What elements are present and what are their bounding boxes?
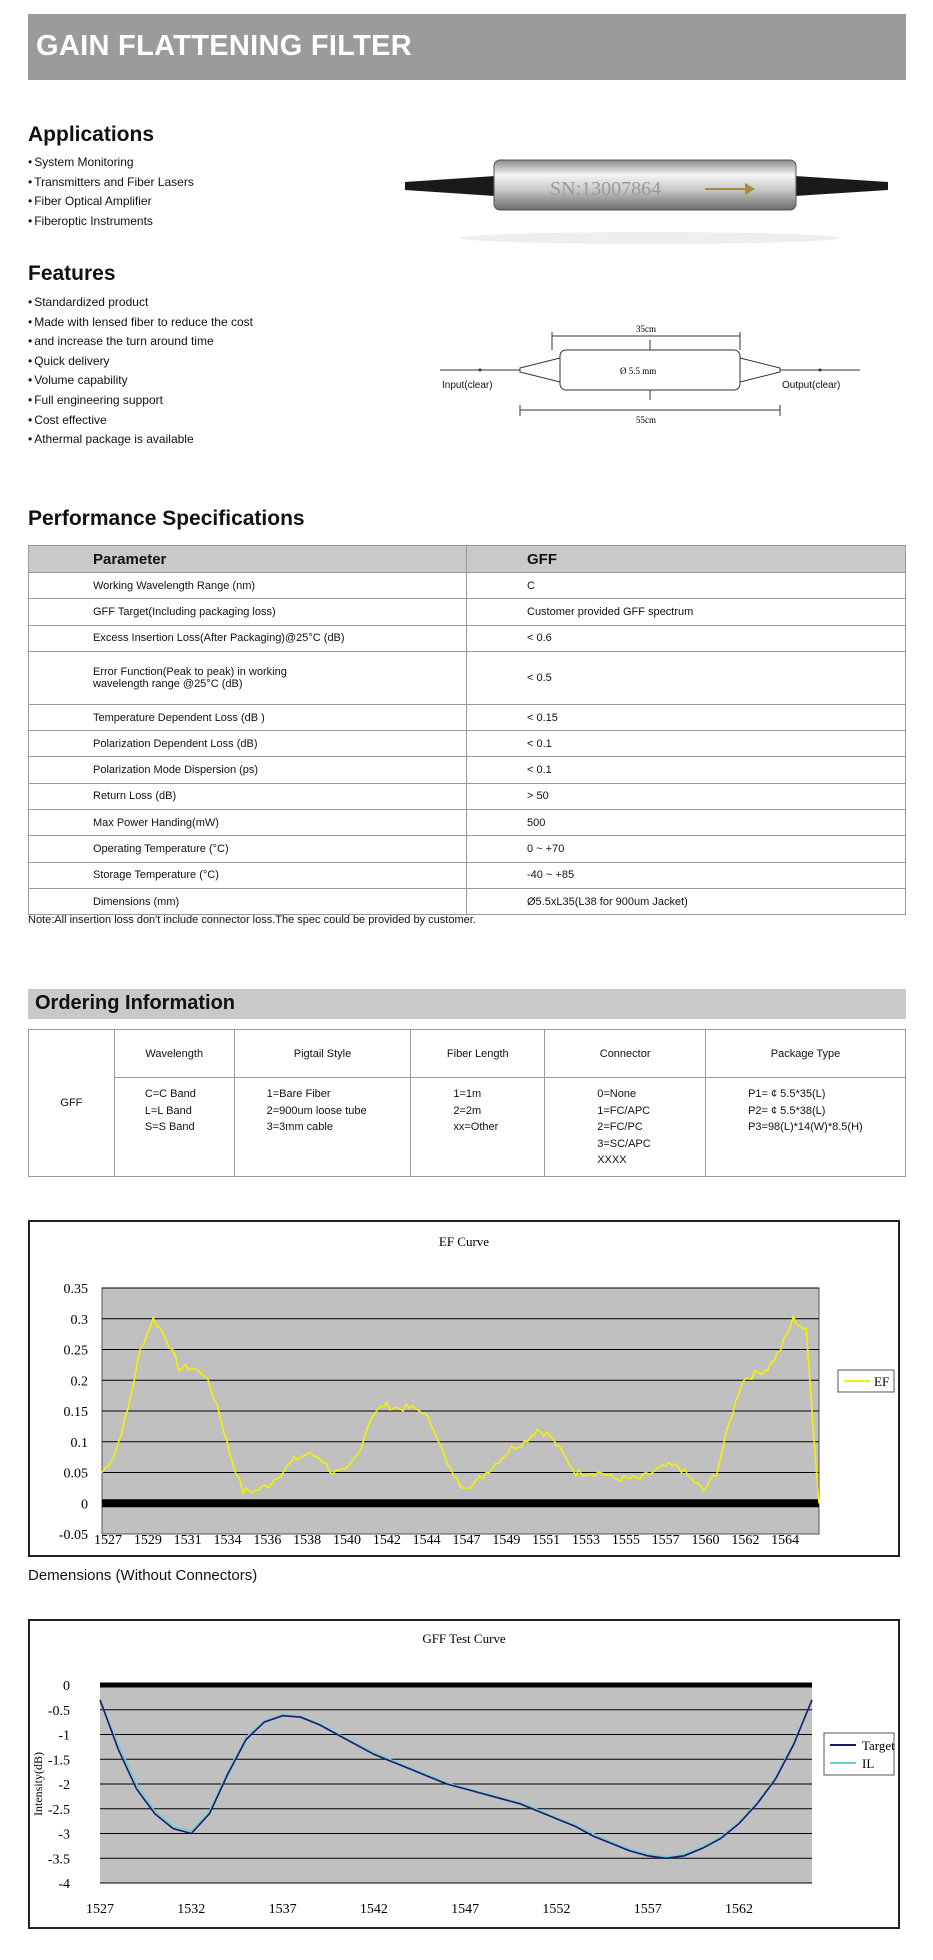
feature-item: • Athermal package is available bbox=[28, 430, 253, 450]
spec-parameter: Max Power Handing(mW) bbox=[29, 810, 467, 836]
spec-parameter: Return Loss (dB) bbox=[29, 783, 467, 809]
y-tick-label: -3.5 bbox=[47, 1852, 70, 1868]
dim-diameter-label: Ø 5.5 mm bbox=[620, 366, 657, 376]
performance-table bbox=[28, 545, 906, 915]
spec-parameter: Excess Insertion Loss(After Packaging)@25°C (dB) bbox=[29, 625, 467, 651]
x-tick-label: 1536 bbox=[253, 1533, 282, 1548]
applications-list bbox=[28, 153, 194, 231]
ordering-header: Connector bbox=[545, 1030, 706, 1078]
spec-value: < 0.1 bbox=[467, 731, 906, 757]
x-tick-label: 1562 bbox=[724, 1902, 753, 1917]
x-tick-label: 1555 bbox=[611, 1533, 640, 1548]
x-tick-label: 1540 bbox=[333, 1533, 361, 1548]
y-axis-label: Intensity(dB) bbox=[31, 1752, 45, 1816]
feature-item: • Full engineering support bbox=[28, 391, 253, 411]
y-tick-label: -4 bbox=[58, 1877, 70, 1892]
spec-value: < 0.5 bbox=[467, 651, 906, 704]
spec-value: C bbox=[467, 573, 906, 599]
spec-row bbox=[29, 810, 906, 836]
ef-curve-svg bbox=[30, 1222, 898, 1555]
ordering-options: 1=1m 2=2m xx=Other bbox=[411, 1078, 545, 1177]
x-tick-label: 1537 bbox=[268, 1902, 297, 1917]
x-tick-label: 1538 bbox=[293, 1533, 322, 1548]
spec-row bbox=[29, 625, 906, 651]
x-tick-label: 1547 bbox=[452, 1533, 481, 1548]
spec-parameter: Dimensions (mm) bbox=[29, 888, 467, 914]
y-tick-label: -1 bbox=[58, 1728, 70, 1744]
x-tick-label: 1549 bbox=[492, 1533, 521, 1548]
dim-output-label: Output(clear) bbox=[782, 380, 841, 391]
performance-note: Note:All insertion loss don't include connector loss.The spec could be provided by customer. bbox=[28, 914, 476, 926]
x-tick-label: 1534 bbox=[213, 1533, 242, 1548]
spec-row bbox=[29, 862, 906, 888]
spec-value: Ø5.5xL35(L38 for 900um Jacket) bbox=[467, 888, 906, 914]
feature-item: • Cost effective bbox=[28, 411, 253, 431]
spec-parameter: Temperature Dependent Loss (dB ) bbox=[29, 704, 467, 730]
y-tick-label: 0.25 bbox=[63, 1343, 88, 1359]
spec-value: < 0.15 bbox=[467, 704, 906, 730]
x-tick-label: 1552 bbox=[542, 1902, 571, 1917]
x-tick-label: 1564 bbox=[771, 1533, 800, 1548]
spec-parameter: Polarization Mode Dispersion (ps) bbox=[29, 757, 467, 783]
ordering-options: C=C Band L=L Band S=S Band bbox=[114, 1078, 234, 1177]
spec-row bbox=[29, 651, 906, 704]
spec-value: 500 bbox=[467, 810, 906, 836]
x-tick-label: 1542 bbox=[359, 1902, 388, 1917]
ordering-header: Fiber Length bbox=[411, 1030, 545, 1078]
y-tick-label: 0.15 bbox=[63, 1405, 88, 1420]
ef-curve-chart bbox=[28, 1220, 900, 1557]
ordering-header-bar bbox=[28, 989, 906, 1019]
y-tick-label: 0.3 bbox=[70, 1312, 88, 1328]
dim-bottom-label: 55cm bbox=[636, 415, 656, 425]
legend-label: EF bbox=[874, 1374, 890, 1389]
ordering-header: Wavelength bbox=[114, 1030, 234, 1078]
spec-value: 0 ~ +70 bbox=[467, 836, 906, 862]
y-tick-label: -2 bbox=[58, 1778, 70, 1793]
x-tick-label: 1527 bbox=[94, 1533, 122, 1548]
spec-parameter: GFF Target(Including packaging loss) bbox=[29, 599, 467, 625]
spec-row bbox=[29, 599, 906, 625]
x-tick-label: 1551 bbox=[532, 1533, 561, 1548]
product-image bbox=[400, 150, 900, 250]
spec-value: < 0.6 bbox=[467, 625, 906, 651]
ordering-options: P1= ¢ 5.5*35(L) P2= ¢ 5.5*38(L) P3=98(L)*14(W)*8.5(H) bbox=[706, 1078, 906, 1177]
ordering-options: 0=None 1=FC/APC 2=FC/PC 3=SC/APC XXXX bbox=[545, 1078, 706, 1177]
product-serial: SN:13007864 bbox=[550, 178, 662, 200]
spec-parameter: Working Wavelength Range (nm) bbox=[29, 573, 467, 599]
spec-value: > 50 bbox=[467, 783, 906, 809]
spec-row bbox=[29, 731, 906, 757]
x-tick-label: 1529 bbox=[133, 1533, 162, 1548]
col-gff: GFF bbox=[467, 546, 906, 573]
spec-row bbox=[29, 704, 906, 730]
features-list bbox=[28, 293, 253, 450]
ordering-table bbox=[28, 1029, 906, 1177]
spec-row bbox=[29, 836, 906, 862]
y-tick-label: -0.5 bbox=[47, 1703, 70, 1719]
legend-label: Target bbox=[862, 1738, 895, 1753]
application-item: • Fiberoptic Instruments bbox=[28, 212, 194, 232]
y-tick-label: -0.05 bbox=[58, 1528, 88, 1543]
dim-input-label: Input(clear) bbox=[442, 380, 493, 391]
y-tick-label: 0.2 bbox=[70, 1374, 88, 1390]
spec-row bbox=[29, 783, 906, 809]
gff-test-svg bbox=[30, 1621, 898, 1927]
spec-value: -40 ~ +85 bbox=[467, 862, 906, 888]
x-tick-label: 1557 bbox=[633, 1902, 662, 1917]
application-item: • Fiber Optical Amplifier bbox=[28, 192, 194, 212]
gff-test-chart bbox=[28, 1619, 900, 1929]
ordering-header: Package Type bbox=[706, 1030, 906, 1078]
feature-item: • Volume capability bbox=[28, 371, 253, 391]
zero-band bbox=[102, 1499, 819, 1507]
y-tick-label: 0.05 bbox=[63, 1466, 88, 1482]
performance-heading: Performance Specifications bbox=[28, 507, 305, 530]
spec-row bbox=[29, 573, 906, 599]
feature-item: • Made with lensed fiber to reduce the cost bbox=[28, 313, 253, 333]
application-item: • System Monitoring bbox=[28, 153, 194, 173]
ordering-header: Pigtail Style bbox=[234, 1030, 411, 1078]
spec-parameter: Storage Temperature (°C) bbox=[29, 862, 467, 888]
spec-parameter: Operating Temperature (°C) bbox=[29, 836, 467, 862]
x-tick-label: 1527 bbox=[86, 1902, 114, 1917]
feature-item: • Quick delivery bbox=[28, 352, 253, 372]
x-tick-label: 1542 bbox=[372, 1533, 401, 1548]
legend-label: IL bbox=[862, 1756, 875, 1771]
page-title: GAIN FLATTENING FILTER bbox=[36, 30, 413, 62]
y-tick-label: -1.5 bbox=[47, 1753, 70, 1769]
spec-value: < 0.1 bbox=[467, 757, 906, 783]
y-tick-label: -3 bbox=[58, 1827, 70, 1843]
x-tick-label: 1560 bbox=[691, 1533, 720, 1548]
spec-value: Customer provided GFF spectrum bbox=[467, 599, 906, 625]
x-tick-label: 1557 bbox=[651, 1533, 680, 1548]
y-tick-label: 0 bbox=[63, 1679, 70, 1694]
spec-parameter: Error Function(Peak to peak) in working wavelength range @25°C (dB) bbox=[29, 651, 467, 704]
ordering-options: 1=Bare Fiber 2=900um loose tube 3=3mm cable bbox=[234, 1078, 411, 1177]
x-tick-label: 1547 bbox=[451, 1902, 480, 1917]
x-tick-label: 1532 bbox=[177, 1902, 206, 1917]
spec-parameter: Polarization Dependent Loss (dB) bbox=[29, 731, 467, 757]
chart-title: EF Curve bbox=[438, 1234, 490, 1249]
x-tick-label: 1531 bbox=[173, 1533, 202, 1548]
ordering-heading: Ordering Information bbox=[35, 992, 235, 1014]
application-item: • Transmitters and Fiber Lasers bbox=[28, 173, 194, 193]
col-parameter: Parameter bbox=[29, 546, 467, 573]
x-tick-label: 1544 bbox=[412, 1533, 441, 1548]
x-tick-label: 1553 bbox=[572, 1533, 600, 1548]
ordering-code: GFF bbox=[29, 1030, 115, 1177]
y-tick-label: 0.1 bbox=[70, 1435, 88, 1451]
features-heading: Features bbox=[28, 262, 116, 285]
feature-item: • and increase the turn around time bbox=[28, 332, 253, 352]
y-tick-label: -2.5 bbox=[47, 1802, 70, 1818]
applications-heading: Applications bbox=[28, 123, 155, 146]
x-tick-label: 1562 bbox=[731, 1533, 760, 1548]
feature-item: • Standardized product bbox=[28, 293, 253, 313]
title-banner bbox=[28, 14, 906, 80]
chart-title: GFF Test Curve bbox=[422, 1631, 506, 1646]
spec-row bbox=[29, 888, 906, 914]
y-tick-label: 0.35 bbox=[63, 1282, 88, 1297]
dimension-diagram bbox=[440, 320, 860, 430]
dimensions-caption: Demensions (Without Connectors) bbox=[28, 1567, 258, 1584]
spec-row bbox=[29, 757, 906, 783]
dim-top-label: 35cm bbox=[636, 324, 656, 334]
y-tick-label: 0 bbox=[81, 1497, 88, 1513]
